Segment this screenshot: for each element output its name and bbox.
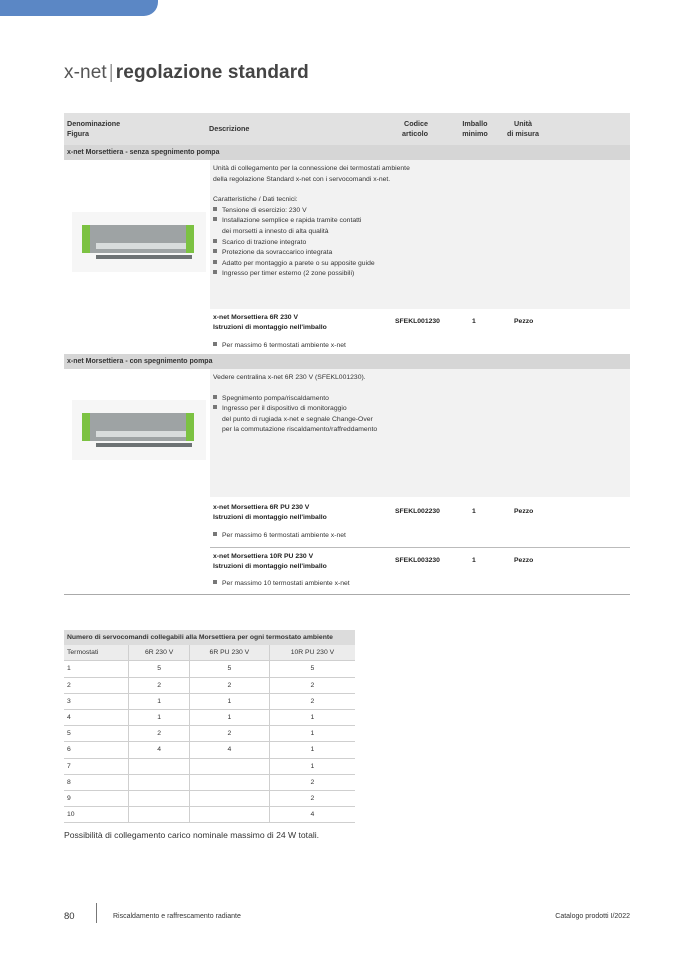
- header-code: Codice articolo: [402, 119, 428, 138]
- table-cell: 2: [189, 677, 269, 693]
- table-cell: 4: [129, 742, 190, 758]
- device-illustration: [82, 225, 194, 253]
- title-main: regolazione standard: [115, 62, 309, 83]
- product-table: [64, 113, 630, 595]
- table-row: [64, 758, 355, 774]
- product-description: [210, 160, 630, 309]
- table-cell: 3: [64, 693, 129, 709]
- header-pack: Imballo minimo: [462, 119, 488, 138]
- column-header: 10R PU 230 V: [269, 645, 355, 661]
- servo-table: [64, 630, 355, 823]
- spec-item: Protezione da sovraccarico integrata: [210, 248, 630, 259]
- table-cell: 2: [269, 693, 355, 709]
- table-row: [64, 790, 355, 806]
- product-code: SFEKL002230: [395, 508, 440, 515]
- footer-section: Riscaldamento e raffrescamento radiante: [113, 913, 241, 920]
- row-divider: [210, 547, 630, 548]
- servo-table-title: Numero di servocomandi collegabili alla Morsettiera per ogni termostato ambiente: [64, 630, 355, 645]
- product-name: x-net Morsettiera 6R PU 230 V Istruzioni di montaggio nell'imballo: [213, 504, 327, 521]
- product-qty: 1: [472, 508, 476, 515]
- title-prefix: x-net: [64, 62, 107, 83]
- footer-divider: [96, 903, 97, 923]
- table-cell: 1: [129, 693, 190, 709]
- spec-item-continuation: del punto di rugiada x-net e segnale Change-Over: [222, 415, 373, 423]
- table-cell: 5: [64, 726, 129, 742]
- product-image: [72, 400, 206, 460]
- table-row: [64, 693, 355, 709]
- header-name: Denominazione Figura: [67, 119, 121, 138]
- table-cell: 1: [129, 709, 190, 725]
- product-unit: Pezzo: [514, 557, 534, 564]
- table-cell: 4: [64, 709, 129, 725]
- table-row: [64, 742, 355, 758]
- load-note: Possibilità di collegamento carico nominale massimo di 24 W totali.: [64, 830, 320, 840]
- spec-item-continuation: per la commutazione riscaldamento/raffreddamento: [222, 426, 378, 434]
- section-block: [64, 160, 630, 354]
- table-cell: 1: [64, 661, 129, 677]
- product-note: Per massimo 10 termostati ambiente x-net: [210, 580, 350, 587]
- table-cell: 1: [269, 726, 355, 742]
- footer-catalog: Catalogo prodotti I/2022: [555, 913, 630, 920]
- table-cell: [129, 774, 190, 790]
- table-cell: 1: [269, 758, 355, 774]
- table-cell: [189, 758, 269, 774]
- spec-item: Adatto per montaggio a parete o su apposite guide: [210, 259, 630, 270]
- product-name: x-net Morsettiera 6R 230 V Istruzioni di montaggio nell'imballo: [213, 314, 327, 331]
- product-note: Per massimo 6 termostati ambiente x-net: [210, 342, 346, 349]
- table-cell: 2: [269, 790, 355, 806]
- table-cell: 4: [269, 807, 355, 823]
- table-bottom-rule: [64, 594, 630, 595]
- product-note: Per massimo 6 termostati ambiente x-net: [210, 532, 346, 539]
- column-header: 6R 230 V: [129, 645, 190, 661]
- table-cell: 1: [269, 742, 355, 758]
- table-cell: 2: [129, 677, 190, 693]
- table-cell: 9: [64, 790, 129, 806]
- product-unit: Pezzo: [514, 508, 534, 515]
- table-cell: 5: [129, 661, 190, 677]
- table-row: [64, 726, 355, 742]
- product-qty: 1: [472, 557, 476, 564]
- description-line: Unità di collegamento per la connessione dei termostati ambiente: [213, 165, 410, 172]
- title-separator: |: [108, 62, 114, 83]
- header-tab: [0, 0, 158, 16]
- servo-table-header: [64, 645, 355, 661]
- table-cell: 2: [129, 726, 190, 742]
- spec-item: Ingresso per timer esterno (2 zone possibili): [210, 269, 630, 280]
- product-code: SFEKL001230: [395, 318, 440, 325]
- table-cell: 5: [189, 661, 269, 677]
- header-unit: Unità di misura: [507, 119, 539, 138]
- spec-item-continuation: dei morsetti a innesto di alta qualità: [222, 227, 329, 235]
- page-number: 80: [64, 911, 75, 922]
- table-cell: 6: [64, 742, 129, 758]
- device-illustration: [82, 413, 194, 441]
- section-title: x-net Morsettiera - senza spegnimento pompa: [64, 145, 630, 160]
- table-cell: 8: [64, 774, 129, 790]
- spec-item: Scarico di trazione integrato: [210, 238, 630, 249]
- table-cell: 1: [189, 709, 269, 725]
- product-image: [72, 212, 206, 272]
- table-cell: 1: [189, 693, 269, 709]
- description-line: della regolazione Standard x-net con i servocomandi x-net.: [213, 175, 391, 183]
- product-code: SFEKL003230: [395, 557, 440, 564]
- table-cell: 2: [64, 677, 129, 693]
- spec-item: Ingresso per il dispositivo di monitoraggio: [210, 404, 630, 415]
- table-cell: 2: [269, 677, 355, 693]
- table-row: [64, 807, 355, 823]
- column-header: Termostati: [64, 645, 129, 661]
- table-cell: [129, 807, 190, 823]
- page-title: [64, 62, 309, 84]
- table-row: [64, 774, 355, 790]
- product-unit: Pezzo: [514, 318, 534, 325]
- column-header: 6R PU 230 V: [189, 645, 269, 661]
- table-row: [64, 661, 355, 677]
- description-line: Vedere centralina x-net 6R 230 V (SFEKL001230).: [213, 374, 366, 381]
- table-cell: 4: [189, 742, 269, 758]
- section-title: x-net Morsettiera - con spegnimento pompa: [64, 354, 630, 369]
- header-description: Descrizione: [209, 124, 250, 133]
- product-qty: 1: [472, 318, 476, 325]
- specs-title: Caratteristiche / Dati tecnici:: [213, 196, 298, 204]
- spec-item: Installazione semplice e rapida tramite contatti: [210, 216, 630, 227]
- product-name: x-net Morsettiera 10R PU 230 V Istruzioni di montaggio nell'imballo: [213, 553, 327, 570]
- product-table-header: [64, 113, 630, 145]
- table-cell: 7: [64, 758, 129, 774]
- product-description: [210, 369, 630, 497]
- table-cell: 2: [269, 774, 355, 790]
- table-cell: 1: [269, 709, 355, 725]
- spec-item: Spegnimento pompa/riscaldamento: [210, 394, 630, 405]
- section-block: [64, 369, 630, 594]
- table-row: [64, 677, 355, 693]
- table-cell: [189, 790, 269, 806]
- table-cell: 5: [269, 661, 355, 677]
- spec-item: Tensione di esercizio: 230 V: [210, 206, 630, 217]
- table-cell: [129, 790, 190, 806]
- table-cell: [129, 758, 190, 774]
- table-cell: 10: [64, 807, 129, 823]
- table-cell: [189, 807, 269, 823]
- table-row: [64, 709, 355, 725]
- table-cell: [189, 774, 269, 790]
- table-cell: 2: [189, 726, 269, 742]
